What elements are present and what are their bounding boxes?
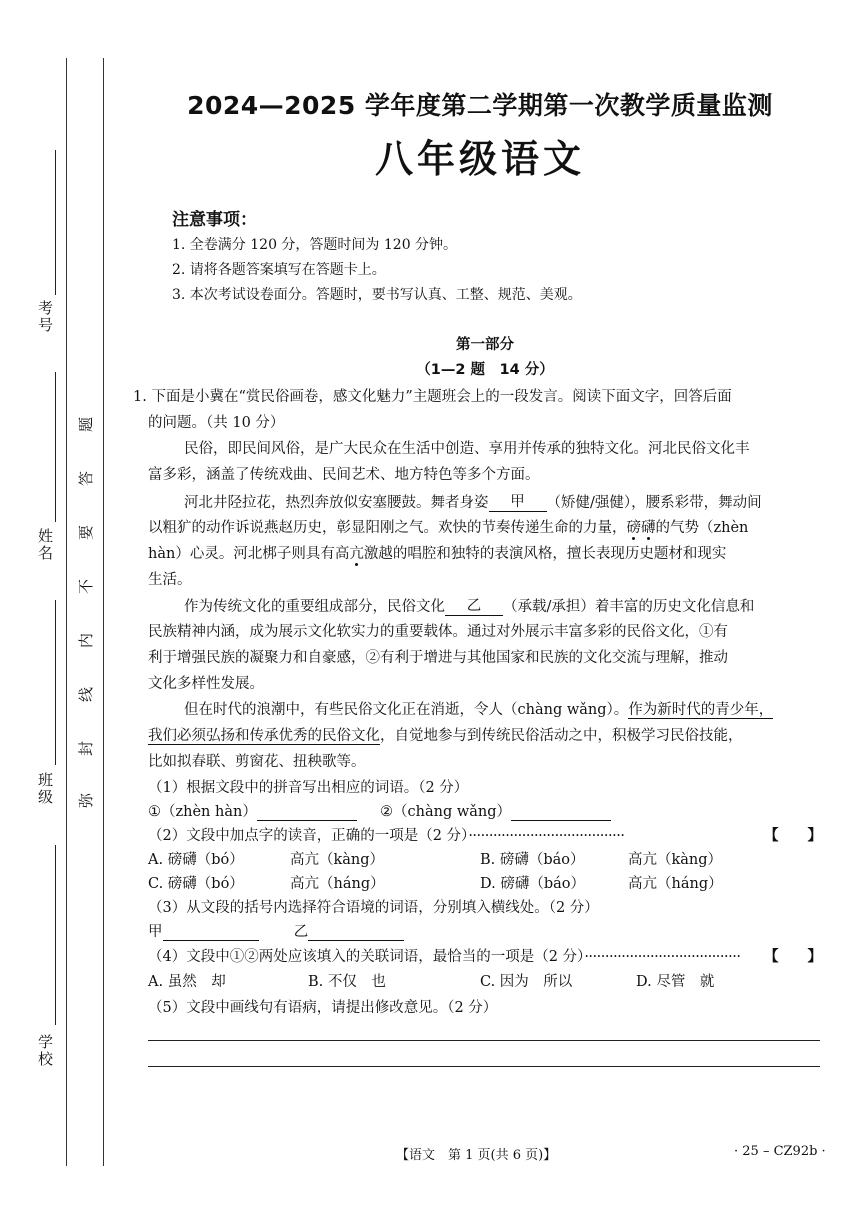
- binding-line-outer: [66, 58, 67, 1166]
- seal-char: 题: [77, 416, 96, 433]
- option-D: D. 尽管 就: [636, 974, 715, 990]
- passage-line: 生活。: [148, 572, 192, 588]
- exam-title: 2024—2025 学年度第二学期第一次教学质量监测: [187, 91, 773, 120]
- pinyin-a: ①（zhèn hàn）: [148, 804, 257, 820]
- page-footer: 【语文 第 1 页(共 6 页)】: [396, 1148, 557, 1163]
- school-label: 学校: [36, 1034, 54, 1068]
- passage-text: 但在时代的浪潮中，有些民俗文化正在消逝，令人（chàng wǎng）。: [184, 702, 629, 718]
- q1-stem: 1. 下面是小冀在“赏民俗画卷，感文化魅力”主题班会上的一段发言。阅读下面文字，回答后面: [133, 389, 732, 405]
- answer-blank-a[interactable]: [257, 804, 357, 821]
- subquestion-5: （5）文段中画线句有语病，请提出修改意见。（2 分）: [148, 1000, 498, 1016]
- part-title: 第一部分: [456, 337, 514, 353]
- passage-line: 民族精神内涵，成为展示文化软实力的重要载体。通过对外展示丰富多彩的民俗文化，①有: [148, 624, 728, 640]
- passage-line: 文化多样性发展。: [148, 676, 264, 692]
- passage-text: （矫健/强健），腰系彩带，舞动间: [546, 495, 762, 511]
- seal-char: 封: [77, 740, 96, 757]
- option-C: C. 磅礴（bó）: [148, 876, 244, 892]
- answer-blank-jia[interactable]: [163, 924, 259, 941]
- option-D: D. 磅礴（báo）: [480, 876, 585, 892]
- binding-line-inner: [103, 58, 104, 1166]
- option-A: A. 虽然 却: [148, 974, 226, 990]
- notice-heading: 注意事项：: [172, 210, 257, 230]
- name-blank[interactable]: [55, 372, 56, 522]
- passage-line: [184, 594, 754, 616]
- exam-number-blank[interactable]: [55, 150, 56, 295]
- option-B: B. 不仅 也: [308, 974, 386, 990]
- dotted-char: 礴: [641, 520, 656, 536]
- passage-line: [148, 724, 743, 745]
- notice-item: 1. 全卷满分 120 分，答题时间为 120 分钟。: [172, 237, 458, 253]
- notice-item: 3. 本次考试设卷面分。答题时，要书写认真、工整、规范、美观。: [172, 287, 582, 303]
- answer-blank-yi[interactable]: [308, 924, 404, 941]
- dotted-char: 磅: [626, 520, 641, 536]
- passage-text: ，自觉地参与到传统民俗活动之中，积极学习民俗技能，: [380, 728, 743, 744]
- class-blank[interactable]: [55, 600, 56, 765]
- name-label: 姓名: [36, 528, 54, 562]
- seal-char: 不: [77, 578, 96, 595]
- passage-text: hàn）心灵。河北梆子则具有高: [148, 546, 350, 562]
- passage-line: [148, 516, 748, 537]
- answer-bracket[interactable]: 【 】: [764, 949, 822, 965]
- seal-char: 答: [77, 470, 96, 487]
- subquestion-1: （1）根据文段中的拼音写出相应的词语。（2 分）: [148, 780, 469, 796]
- dotted-char: 亢: [349, 546, 364, 562]
- pinyin-b: ②（chàng wǎng）: [380, 804, 512, 820]
- passage-text: （承载/承担）着丰富的历史文化信息和: [503, 599, 755, 615]
- answer-bracket[interactable]: 【 】: [764, 828, 822, 844]
- part-range: （1—2 题 14 分）: [416, 362, 554, 378]
- option-C: C. 因为 所以: [480, 974, 573, 990]
- q1-stem: 的问题。（共 10 分）: [148, 415, 285, 431]
- dot-leader: ······································: [584, 949, 741, 965]
- blank-yi: 乙: [445, 594, 503, 616]
- passage-text: 河北井陉拉花，热烈奔放似安塞腰鼓。舞者身姿: [184, 495, 489, 511]
- label-jia: 甲: [148, 924, 163, 940]
- passage-line: 比如拟春联、剪窗花、扭秧歌等。: [148, 754, 366, 770]
- seal-char: 内: [77, 632, 96, 649]
- option-C: 高亢（háng）: [290, 876, 385, 892]
- passage-line: [148, 542, 726, 563]
- passage-text: 的气势（zhèn: [655, 520, 749, 536]
- subquestion-3: （3）从文段的括号内选择符合语境的词语，分别填入横线处。（2 分）: [148, 900, 599, 916]
- school-blank[interactable]: [55, 845, 56, 1025]
- passage-line: 民俗，即民间风俗，是广大民众在生活中创造、享用并传承的独特文化。河北民俗文化丰: [184, 441, 750, 457]
- subject-title: 八年级语文: [374, 137, 585, 181]
- exam-number-label: 考号: [36, 300, 54, 334]
- underlined-sentence: 我们必须弘扬和传承优秀的民俗文化: [148, 728, 380, 744]
- subquestion-2-text: （2）文段中加点字的读音，正确的一项是（2 分）: [148, 828, 469, 844]
- option-B: 高亢（kàng）: [628, 852, 723, 868]
- label-yi: 乙: [293, 924, 309, 940]
- option-A: A. 磅礴（bó）: [148, 852, 244, 868]
- blank-jia: 甲: [489, 490, 547, 512]
- answer-blank-b[interactable]: [511, 804, 611, 821]
- seal-char: 线: [77, 686, 96, 703]
- underlined-sentence: 作为新时代的青少年，: [628, 702, 774, 718]
- subquestion-3-answers: [148, 920, 404, 941]
- option-A: 高亢（kàng）: [290, 852, 385, 868]
- dot-leader: ······································: [468, 828, 625, 844]
- subquestion-2: [148, 824, 624, 845]
- subquestion-4: [148, 945, 740, 966]
- passage-text: 以粗犷的动作诉说燕赵历史，彰显阳刚之气。欢快的节奏传递生命的力量，: [148, 520, 627, 536]
- seal-char: 弥: [77, 792, 96, 809]
- answer-line[interactable]: [148, 1040, 820, 1041]
- passage-line: [184, 698, 773, 719]
- passage-line: [184, 490, 762, 512]
- subquestion-4-text: （4）文段中①②两处应该填入的关联词语，最恰当的一项是（2 分）: [148, 949, 585, 965]
- paper-code: · 25 – CZ92b ·: [734, 1144, 826, 1159]
- option-B: B. 磅礴（báo）: [480, 852, 585, 868]
- class-label: 班级: [36, 772, 54, 806]
- notice-item: 2. 请将各题答案填写在答题卡上。: [172, 262, 386, 278]
- passage-text: 作为传统文化的重要组成部分，民俗文化: [184, 599, 445, 615]
- passage-text: 激越的唱腔和独特的表演风格，擅长表现历史题材和现实: [363, 546, 727, 562]
- seal-char: 要: [77, 524, 96, 541]
- subquestion-1-answers: [148, 800, 611, 821]
- passage-line: 富多彩，涵盖了传统戏曲、民间艺术、地方特色等多个方面。: [148, 467, 540, 483]
- answer-line[interactable]: [148, 1066, 820, 1067]
- passage-line: 利于增强民族的凝聚力和自豪感，②有利于增进与其他国家和民族的文化交流与理解，推动: [148, 650, 728, 666]
- option-D: 高亢（háng）: [628, 876, 723, 892]
